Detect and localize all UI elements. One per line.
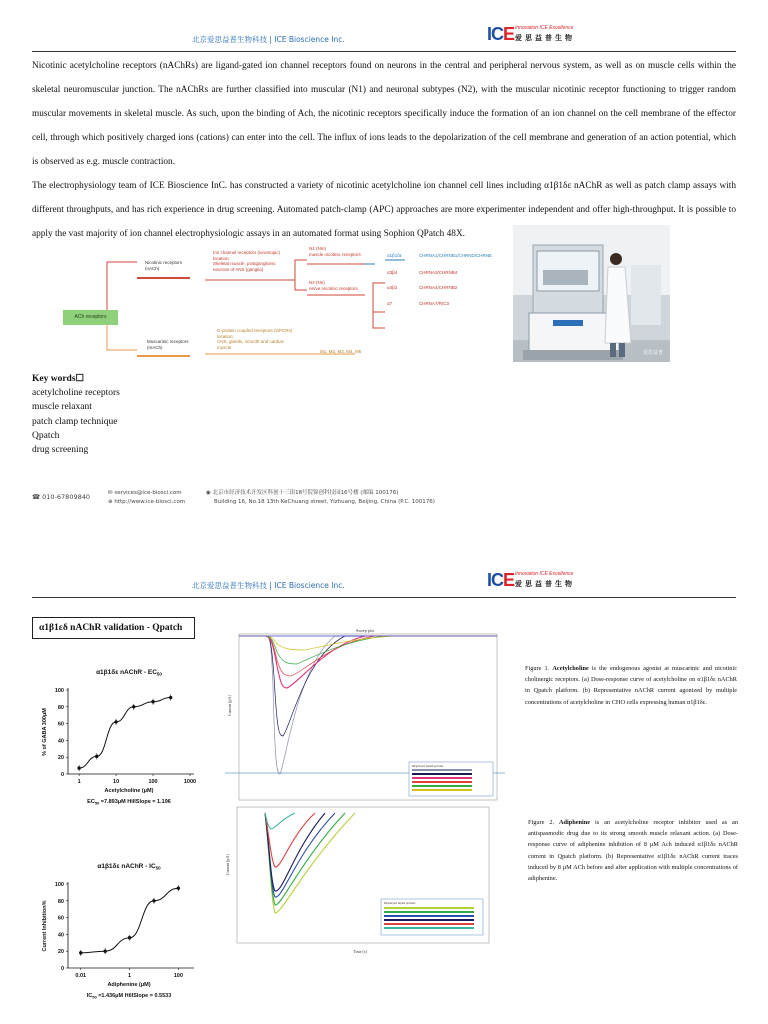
subtype-a7: α7	[387, 301, 393, 306]
y-tick-label: 60	[57, 915, 64, 922]
y-tick-label: 20	[57, 755, 64, 762]
intro-text	[32, 54, 736, 246]
company-name: 北京爱思益普生物科技 | ICE Bioscience Inc.	[192, 581, 345, 590]
y-tick-label: 80	[57, 704, 64, 711]
adiphenine-trace-plot	[225, 805, 495, 955]
y-tick-label: 20	[57, 949, 64, 956]
keyword-item: patch clamp technique	[32, 416, 118, 427]
receptor-classification-diagram	[55, 240, 500, 360]
n2-label: N2 (Nn) nerve nicotinic receptors	[309, 280, 358, 291]
y-axis-label: % of GABA 300μM	[42, 708, 48, 756]
data-point	[177, 887, 180, 890]
page-header-1	[32, 24, 736, 52]
data-point	[132, 705, 135, 708]
logo-tagline: Innovation ICE Excellence	[515, 25, 574, 31]
subtype-a1b1de-genes: CHRNA1/CHRNB1/CHRND/CHRNE	[419, 253, 493, 258]
data-point	[169, 696, 172, 699]
chart-title: α1β1δε nAChR - $IC_{50}$	[97, 863, 161, 871]
address-chinese: ◉ 北京市经济技术开发区科创十三街18号院锦创科技园16号楼 (邮编 100176)	[206, 490, 399, 496]
y-axis-label: Current Inhibition%	[42, 900, 48, 952]
data-point	[128, 936, 131, 939]
fit-curve	[79, 698, 171, 769]
trace2-ylabel: Current [pA]	[225, 854, 230, 875]
email-link[interactable]: ✉ services@ice-biosci.com	[108, 490, 182, 496]
y-tick-label: 40	[57, 932, 64, 939]
x-tick-label: 0.01	[75, 973, 87, 979]
x-tick-label: 1	[128, 973, 132, 979]
keyword-item: muscle relaxant	[32, 402, 92, 413]
ic50-chart-svg	[30, 856, 210, 1006]
ec50-chart	[30, 662, 210, 812]
data-point	[103, 950, 106, 953]
trace-legend-title: Displayed liquid periods	[412, 764, 444, 768]
data-point	[151, 700, 154, 703]
y-tick-label: 0	[60, 966, 64, 972]
y-tick-label: 40	[57, 738, 64, 745]
phone-number: ☎ 010-67809840	[32, 493, 90, 501]
subtype-a4b2: α4β2	[387, 285, 398, 290]
fit-curve	[81, 888, 179, 953]
n1-label: N1 (Nm) muscle nicotinic receptors	[309, 246, 361, 257]
fit-annotation: $EC_{50} =7.893\mu M$ HillSlope = 1.196	[87, 799, 171, 806]
subtype-a1b1de: α1β1δε	[387, 253, 402, 258]
x-tick-label: 100	[148, 779, 158, 785]
x-tick-label: 1	[77, 779, 81, 785]
subtype-a7-genes: CHRNA7/RIC3	[419, 301, 450, 306]
lab-photo-illustration	[513, 225, 670, 362]
fit-annotation: $IC_{50} =1.436\mu M$ HillSlope = 0.5533	[86, 993, 172, 1000]
intro-paragraph-2: The electrophysiology team of ICE Bioscience InC. has constructed a variety of nicotinic acetylcholine ion channel cell lines including α1β1δε nAChR as well as patch clamp assays with different throughputs, and has rich experience in drug screening. Automated patch-clamp (APC) approaches are more experimenter independent and offer high-throughput. It is possible to apply the vast majority of ion channel electrophysiologic assays in an automated format using Sophion QPatch 48X.	[32, 181, 736, 239]
x-tick-label: 10	[113, 779, 120, 785]
intro-paragraph-1: Nicotinic acetylcholine receptors (nAChRs) are ligand-gated ion channel receptors found on neurons in the central and peripheral nervous system, as well as on muscle cells within the skeletal neuromuscular junction. The nAChRs are further classified into muscular (N1) and neuronal subtypes (N2), with the muscular nicotinic receptor functioning to trigger random muscular movements in skeletal muscle. As such, upon the binding of Ach, the nicotinic receptors specifically induce the formation of an ion channel on the cell membrane of the effector cell, through which positively charged ions (cations) can enter into the cell. The influx of ions leads to the depolarization of the cell membrane and generation of an action potential, which is observed as e.g. muscle contraction.	[32, 61, 736, 167]
data-point	[95, 755, 98, 758]
adiphenine-trace-svg	[225, 805, 495, 955]
keywords-section	[32, 372, 120, 457]
figure-1-caption: Figure 1. Acetylcholine is the endogenous agonist at muscarinic and nicotinic cholinergic receptors. (a) Dose-response curve of acetylcholine on α1β1δε nAChR in Qpatch platform. (b) Representative nAChR current agonized by multiple concentrations of acetylcholine in CHO cells expressing human α1β1δε.	[525, 665, 738, 706]
ec50-chart-svg	[30, 662, 210, 812]
logo-mark: ICE	[487, 24, 515, 44]
chart-title: α1β1δε nAChR - $EC_{50}$	[96, 669, 162, 677]
y-tick-label: 100	[54, 882, 64, 888]
acetylcholine-trace-plot	[225, 626, 505, 809]
logo-chinese: 爱思益普生物	[515, 34, 575, 42]
logo-chinese: 爱思益普生物	[515, 580, 575, 588]
keyword-item: acetylcholine receptors	[32, 388, 120, 399]
x-tick-label: 1000	[183, 779, 197, 785]
ice-logo	[487, 24, 607, 48]
location-pin-icon: ◉	[206, 490, 213, 496]
muscarinic-label: Muscarinic receptors (mACh)	[147, 339, 189, 350]
nicotinic-label: Nicotinic receptors (nACh)	[145, 260, 183, 271]
ice-logo	[487, 570, 607, 594]
trace2-xlabel: Time [s]	[353, 949, 367, 954]
y-tick-label: 0	[60, 772, 64, 778]
data-point	[79, 951, 82, 954]
keyword-item: Qpatch	[32, 430, 60, 441]
qpatch-lab-photo	[513, 225, 670, 362]
subtype-a3b4-genes: CHRNA3/CHRNB4	[419, 270, 458, 275]
trace2-legend-title: Displayed liquid periods	[384, 901, 416, 905]
section-title: α1β1εδ nAChR validation - Qpatch	[32, 617, 195, 639]
page-header-2	[32, 570, 736, 598]
company-name: 北京爱思益普生物科技 | ICE Bioscience Inc.	[192, 35, 345, 44]
subtype-a3b4: α3β4	[387, 270, 398, 275]
nicotinic-description: Ion channel receptors (ionotropic) location: Skeletal muscle, postganglionic neurons of ANS (ganglia)	[213, 250, 281, 272]
web-link[interactable]: ⊕ http://www.ice-biosci.com	[108, 499, 186, 505]
ach-receptors-box: ACh receptors	[63, 310, 118, 325]
data-point	[77, 766, 80, 769]
y-tick-label: 60	[57, 721, 64, 728]
muscarinic-description: G-protein coupled receptors (GPCRs) location: CNS, glands, smooth and cardiac muscle	[217, 328, 293, 350]
x-axis-label: Adiphenine (μM)	[107, 982, 151, 988]
ach-trace-svg	[225, 626, 505, 809]
y-tick-label: 80	[57, 898, 64, 905]
ic50-chart	[30, 856, 210, 1006]
address	[206, 489, 435, 507]
data-point	[152, 899, 155, 902]
y-tick-label: 100	[54, 688, 64, 694]
logo-tagline: Innovation ICE Excellence	[515, 571, 574, 577]
address-english: Building 16, No.18 13th KeChuang street, Yizhuang, Beijing, China (P.C. 100176)	[214, 499, 435, 505]
email-web	[108, 489, 185, 507]
muscarinic-types: M1, M2, M3, M4, M5	[320, 349, 362, 354]
trace-ylabel: Current [pA]	[227, 695, 232, 716]
keywords-title: Key words☐	[32, 374, 85, 384]
x-tick-label: 100	[173, 973, 183, 979]
logo-mark: ICE	[487, 570, 515, 590]
photo-watermark: 爱思益普	[643, 350, 664, 356]
x-axis-label: Acetylcholine (μM)	[104, 788, 154, 794]
trace-title: Sweep plot	[356, 628, 374, 633]
figure-2-caption: Figure 2. Adiphenine is an acetylcholine receptor inhibitor used as an antispasmodic drug due to its strong smooth muscle relaxant action. (a) Dose-response curve of adiphenine inhibition of 8 μM Ach induced α1β1δε nAChR current in Qpatch platform. (b) Representative α1β1δε nAChR current traces induced by 8 μM ACh before and after application with multiple concentrations of adiphenine.	[528, 819, 738, 883]
subtype-a4b2-genes: CHRNA4/CHRNB2	[419, 285, 458, 290]
data-point	[114, 720, 117, 723]
keyword-item: drug screening	[32, 445, 89, 456]
